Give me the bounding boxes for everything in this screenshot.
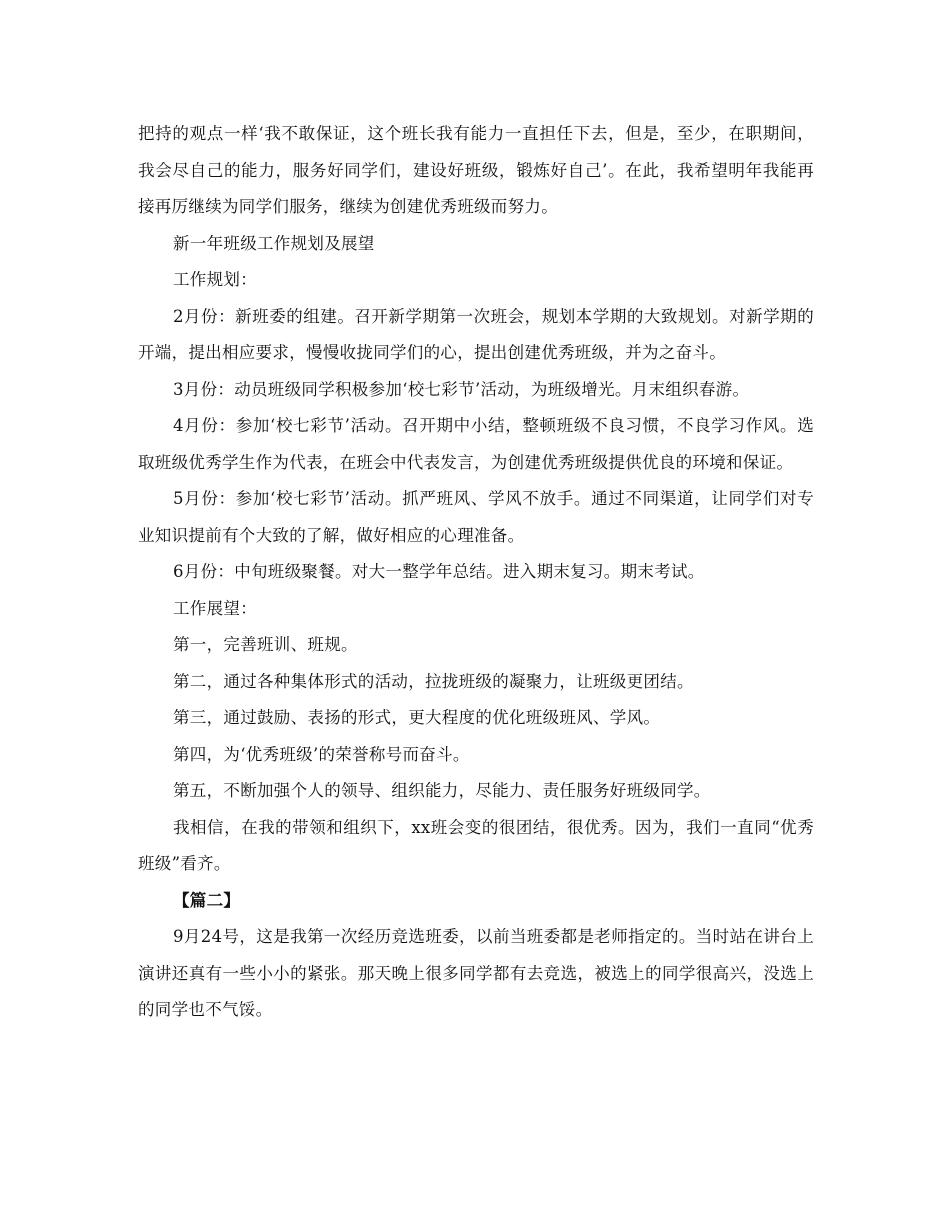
paragraph-september: 9月24号，这是我第一次经历竞选班委，以前当班委都是老师指定的。当时站在讲台上演讲还真有一些小小的紧张。那天晚上很多同学都有去竞选，被选上的同学很高兴，没选上的同学也不气馁。 — [138, 927, 814, 1019]
subheading-work-plan: 工作规划： — [173, 270, 257, 289]
list-item-fourth: 第四，为‘优秀班级’的荣誉称号而奋斗。 — [173, 744, 470, 764]
subheading-work-outlook: 工作展望： — [173, 598, 257, 618]
paragraph-march: 3月份：动员班级同学积极参加‘校七彩节’活动，为班级增光。月末组织春游。 — [173, 379, 750, 399]
paragraph-may: 5月份：参加‘校七彩节’活动。抓严班风、学风不放手。通过不同渠道，让同学们对专业知识提前有个大致的了解，做好相应的心理准备。 — [138, 489, 814, 545]
paragraph-conclusion: 我相信，在我的带领和组织下，xx班会变的很团结，很优秀。因为，我们一直同“优秀班级”看齐。 — [138, 817, 814, 873]
section-heading-plan: 新一年班级工作规划及展望 — [173, 233, 375, 253]
list-item-third: 第三，通过鼓励、表扬的形式，更大程度的优化班级班风、学风。 — [173, 708, 661, 727]
paragraph-continuation: 把持的观点一样‘我不敢保证，这个班长我有能力一直担任下去，但是，至少，在职期间，我会尽自己的能力，服务好同学们，建设好班级，锻炼好自己’。在此，我希望明年我能再接再厉继续为同学们服务，继续为创建优秀班级而努力。 — [138, 124, 814, 216]
section-heading-part-two: 【篇二】 — [173, 890, 241, 910]
paragraph-april: 4月份：参加‘校七彩节’活动。召开期中小结，整顿班级不良习惯，不良学习作风。选取班级优秀学生作为代表，在班会中代表发言，为创建优秀班级提供优良的环境和保证。 — [138, 416, 814, 472]
list-item-fifth: 第五，不断加强个人的领导、组织能力，尽能力、责任服务好班级同学。 — [173, 781, 711, 800]
paragraph-february: 2月份：新班委的组建。召开新学期第一次班会，规划本学期的大致规划。对新学期的开端，提出相应要求，慢慢收拢同学们的心，提出创建优秀班级，并为之奋斗。 — [138, 306, 814, 362]
paragraph-june: 6月份：中旬班级聚餐。对大一整学年总结。进入期末复习。期末考试。 — [173, 562, 705, 581]
document-page — [138, 116, 814, 1029]
list-item-second: 第二，通过各种集体形式的活动，拉拢班级的凝聚力，让班级更团结。 — [173, 671, 694, 691]
list-item-first: 第一，完善班训、班规。 — [173, 635, 358, 654]
